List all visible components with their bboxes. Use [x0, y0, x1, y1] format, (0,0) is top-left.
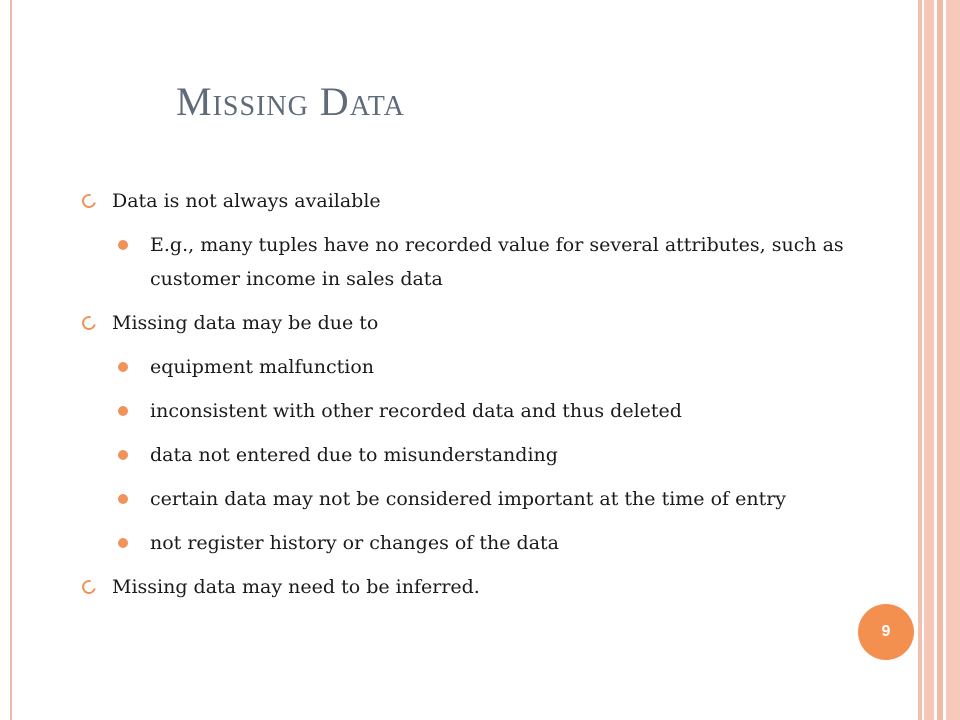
sub-bullet-marker [118, 240, 128, 250]
bullet-item [82, 184, 902, 218]
bullet-list [82, 184, 902, 614]
sub-bullet-marker [118, 538, 128, 548]
bullet-marker [79, 191, 98, 210]
bullet-text: Data is not always available [112, 190, 381, 212]
sub-bullet-marker [118, 494, 128, 504]
sub-bullet-marker [118, 406, 128, 416]
sub-bullet-marker [118, 362, 128, 372]
right-stripe-decoration [946, 0, 960, 720]
bullet-item [82, 306, 902, 340]
sub-bullet-item [82, 350, 902, 384]
bullet-marker [79, 313, 98, 332]
sub-bullet-text: certain data may not be considered important at the time of entry [150, 488, 787, 510]
sub-bullet-text: inconsistent with other recorded data and thus deleted [150, 400, 682, 422]
sub-bullet-text: E.g., many tuples have no recorded value for several attributes, such as customer income in sales data [150, 234, 844, 290]
left-border-decoration [10, 0, 12, 720]
sub-bullet-item [82, 438, 902, 472]
slide-title: Missing Data [176, 79, 405, 124]
sub-bullet-text: data not entered due to misunderstanding [150, 444, 558, 466]
page-number-badge: 9 [858, 604, 914, 660]
sub-bullet-text: not register history or changes of the data [150, 532, 559, 554]
bullet-text: Missing data may be due to [112, 312, 379, 334]
sub-bullet-text: equipment malfunction [150, 356, 375, 378]
sub-bullet-item [82, 394, 902, 428]
sub-bullet-item [82, 526, 902, 560]
bullet-item [82, 570, 902, 604]
sub-bullet-item [82, 482, 902, 516]
sub-bullet-marker [118, 450, 128, 460]
bullet-text: Missing data may need to be inferred. [112, 576, 480, 598]
right-stripe-decoration [924, 0, 934, 720]
bullet-marker [79, 577, 98, 596]
sub-bullet-item [82, 228, 902, 296]
